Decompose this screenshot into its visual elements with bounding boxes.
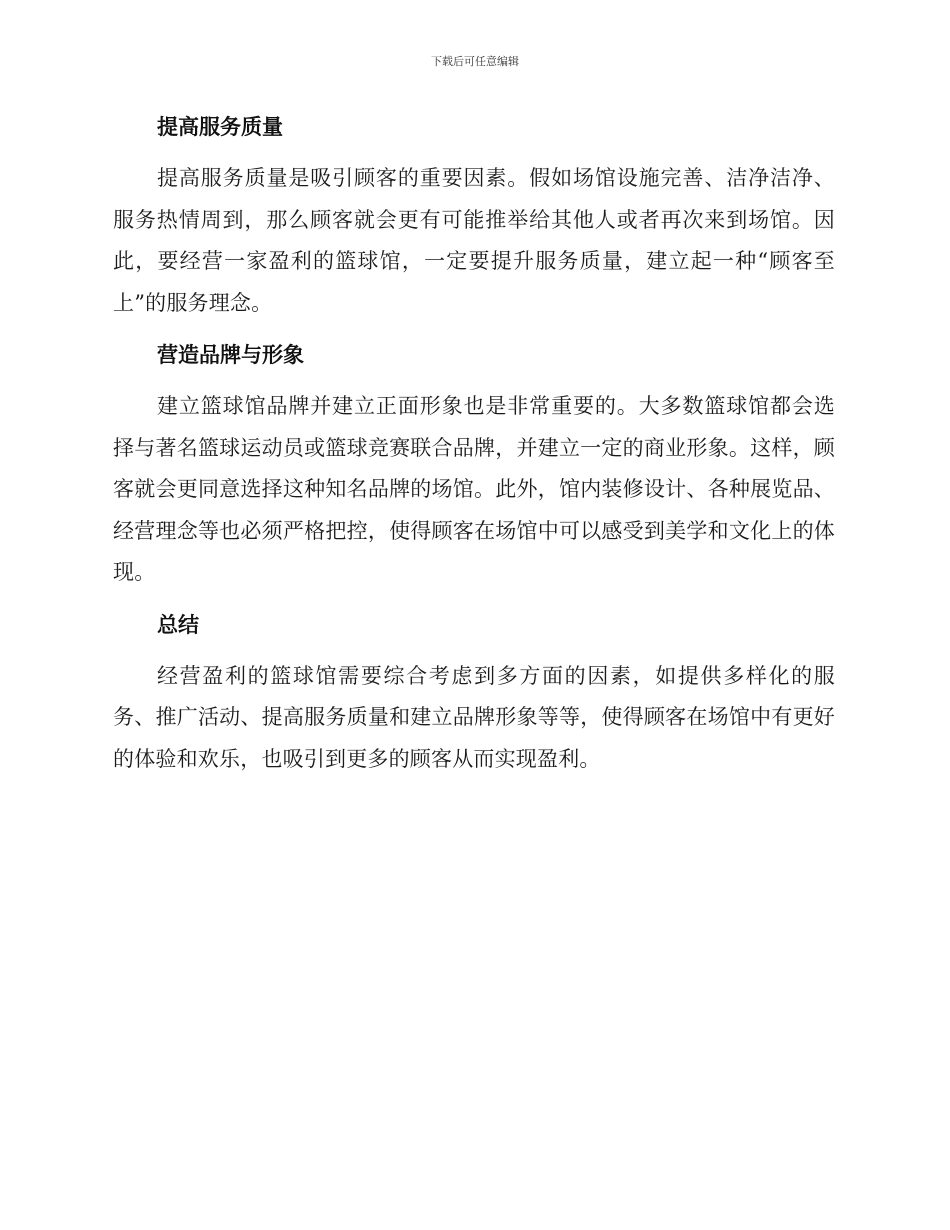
document-body xyxy=(113,106,835,790)
page-header: 下载后可任意编辑 xyxy=(431,55,519,68)
section-paragraph-service-quality: 提高服务质量是吸引顾客的重要因素。假如场馆设施完善、洁净洁净、服务热情周到，那么顾客就会更有可能推举给其他人或者再次来到场馆。因此，要经营一家盈利的篮球馆，一定要提升服务质量，建立起一种“顾客至上”的服务理念。 xyxy=(113,166,835,315)
section-heading-summary: 总结 xyxy=(157,612,199,637)
section-paragraph-brand-image: 建立篮球馆品牌并建立正面形象也是非常重要的。大多数篮球馆都会选择与著名篮球运动员或篮球竞赛联合品牌，并建立一定的商业形象。这样，顾客就会更同意选择这种知名品牌的场馆。此外，馆内装修设计、各种展览品、经营理念等也必须严格把控，使得顾客在场馆中可以感受到美学和文化上的体现。 xyxy=(113,394,835,584)
section-heading-service-quality: 提高服务质量 xyxy=(157,115,283,139)
section-heading-brand-image: 营造品牌与形象 xyxy=(157,343,304,367)
section-paragraph-summary: 经营盈利的篮球馆需要综合考虑到多方面的因素，如提供多样化的服务、推广活动、提高服务质量和建立品牌形象等等，使得顾客在场馆中有更好的体验和欢乐，也吸引到更多的顾客从而实现盈利。 xyxy=(113,663,835,771)
